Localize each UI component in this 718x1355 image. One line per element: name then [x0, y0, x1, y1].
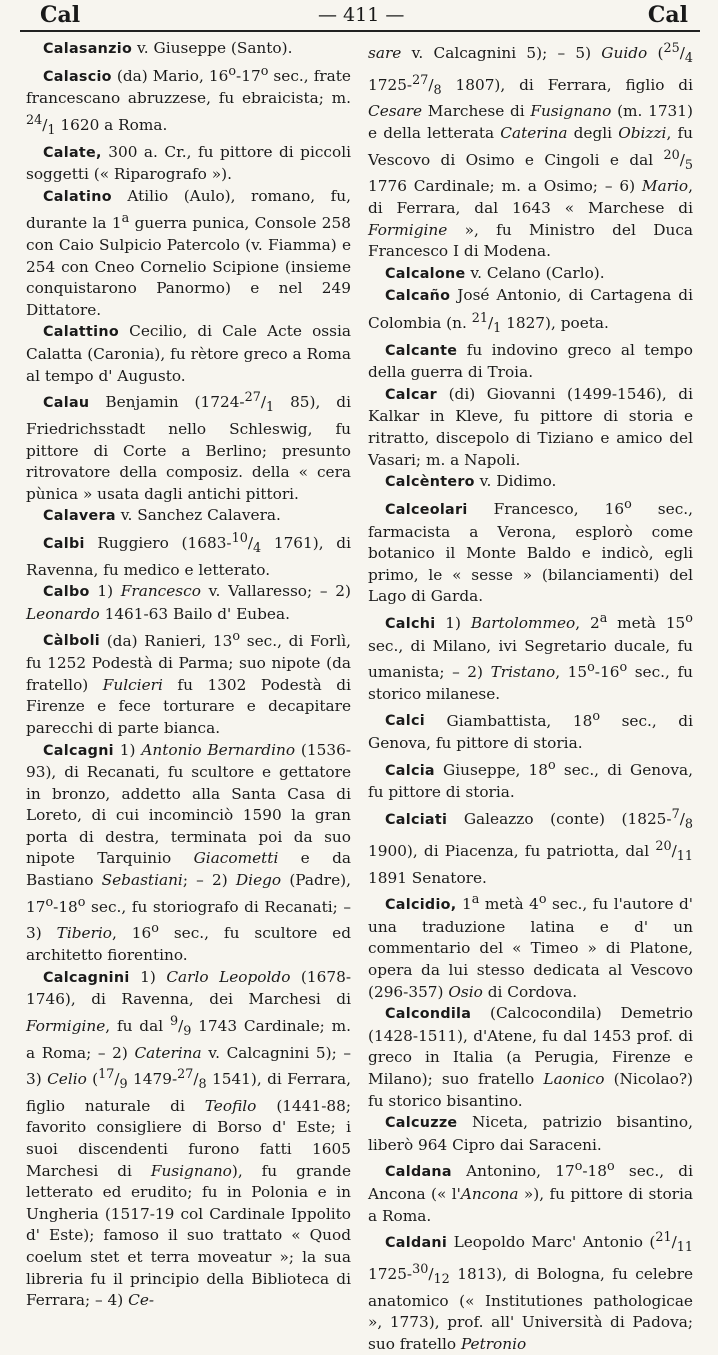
entry-headword: Calcidio,	[385, 897, 457, 914]
dictionary-entry	[26, 505, 351, 528]
dictionary-entry	[26, 581, 351, 625]
entry-headword: Calceolari	[385, 501, 468, 518]
entry-text: Cecilio, di Cale Acte ossia Calatta (Caronia), fu rètore greco a Roma al tempo d' Augusto.	[26, 322, 351, 385]
entry-headword: Calattino	[43, 324, 119, 341]
entry-headword: Calavera	[43, 508, 116, 525]
entry-text: Ruggiero ($1683-^{10}/_4$ 1761), di Ravenna, fu medico e letterato.	[26, 530, 351, 579]
entry-headword: Calchi	[385, 616, 436, 632]
entry-text: (da) Ranieri, 13$^o$ sec., di Forlì, fu 1252 Podestà di Parma; suo nipote (da fratello) Fulcieri fu 1302 Podestà di Firenze e fece torturare e decapitare parecchi di parte bianca.	[26, 628, 351, 737]
dictionary-entry	[26, 61, 351, 142]
dictionary-entry	[368, 471, 693, 494]
entry-text: fu indovino greco al tempo della guerra di Troia.	[368, 340, 693, 382]
entry-headword: Caldana	[385, 1164, 452, 1181]
dictionary-entry	[368, 705, 693, 754]
entry-text: v. Didimo.	[479, 472, 557, 491]
dictionary-entry	[368, 1156, 693, 1227]
entry-headword: Caldani	[385, 1235, 448, 1252]
dictionary-entry	[368, 384, 693, 471]
entry-headword: Calcante	[385, 342, 458, 359]
dictionary-entry	[368, 1112, 693, 1156]
entry-text: 1) Antonio Bernardino (1536-93), di Recanati, fu scultore e gettatore in bronzo, addetto alla Santa Casa di Loreto, di cui incominciò 1590 la gran porta di destra, terminata poi da suo nipote Tarquinio Giacometti e da Bastiano Sebastiani; – 2) Diego (Padre), 17$^o$-18$^o$ sec., fu storiografo di Recanati; – 3) Tiberio, 16$^o$ sec., fu scultore ed architetto fiorentino.	[26, 740, 351, 965]
dictionary-entry	[368, 804, 693, 889]
entry-headword: Calciati	[385, 812, 448, 829]
entry-text: Giambattista, 18$^o$ sec., di Genova, fu pittore di storia.	[368, 708, 693, 753]
right-column	[368, 38, 693, 1355]
dictionary-entry	[26, 967, 351, 1312]
entry-headword: Calcuzze	[385, 1115, 458, 1132]
entry-text: Giuseppe, 18$^o$ sec., di Genova, fu pittore di storia.	[368, 757, 693, 802]
entry-text: Atilio (Aulo), romano, fu, durante la 1$^a$ guerra punica, Console 258 con Caio Sulpicio Patercolo (v. Fiamma) e 254 con Cneo Cornelio Scipione (insieme conquistarono Panormo) e nel 249 Dittatore.	[26, 186, 351, 319]
header-rule	[20, 30, 700, 32]
entry-headword: Calatino	[43, 188, 112, 205]
entry-text: Benjamin ($1724-^{27}/_1$ 85), di Friedrichsstadt nello Schleswig, fu pittore di Corte a Berlino; presunto ritrovatore della composiz. della « cera pùnica » usata dagli antichi pittori.	[26, 390, 351, 503]
dictionary-entry	[26, 740, 351, 967]
dictionary-entry	[368, 285, 693, 339]
dictionary-entry	[368, 1003, 693, 1112]
entry-text: 1$^a$ metà 4$^o$ sec., fu l'autore d' una traduzione latina e d' un commentario del « Timeo » di Platone, opera da lui stesso dedicata al Vescovo (296-357) Osio di Cordova.	[368, 892, 693, 1001]
entry-text: 1) Francesco v. Vallaresso; – 2) Leonardo 1461-63 Bailo d' Eubea.	[26, 582, 351, 623]
entry-text: Antonino, 17$^o$-18$^o$ sec., di Ancona (« l'Ancona »), fu pittore di storia a Roma.	[368, 1159, 693, 1225]
dictionary-entry	[26, 38, 351, 61]
header-left-guideword: Cal	[40, 2, 81, 28]
dictionary-entry	[26, 625, 351, 739]
entry-text: v. Giuseppe (Santo).	[136, 39, 293, 57]
entry-text: v. Celano (Carlo).	[470, 263, 605, 282]
entry-headword: Calcagnini	[43, 969, 130, 986]
entry-text: Francesco, 16$^o$ sec., farmacista a Verona, esplorò come botanico il Monte Baldo e indicò, egli primo, le « sesse » (bilanciamenti) del Lago di Garda.	[368, 496, 693, 606]
entry-headword: Calcagni	[43, 742, 114, 759]
header-right-guideword: Cal	[647, 2, 688, 28]
left-column	[26, 38, 351, 1312]
entry-headword: Calcèntero	[385, 474, 475, 491]
entry-headword: Calcondila	[385, 1006, 472, 1023]
entry-headword: Càlboli	[43, 633, 100, 650]
entry-text: (da) Mario, 16$^o$-17$^o$ sec., frate francescano abruzzese, fu ebraicista; m. $^{24}/_1$ 1620 a Roma.	[26, 63, 351, 139]
entry-text: (di) Giovanni (1499-1546), di Kalkar in Kleve, fu pittore di storia e ritratto, discepolo di Tiziano e amico del Vasari; m. a Napoli.	[368, 384, 693, 469]
entry-text: 300 a. Cr., fu pittore di piccoli soggetti (« Riparografo »).	[26, 142, 351, 184]
page-header	[0, 0, 718, 30]
page-number: — 411 —	[318, 4, 405, 26]
dictionary-entry	[368, 889, 693, 1003]
dictionary-entry	[26, 528, 351, 581]
entry-text: 1) Carlo Leopoldo (1678-1746), di Ravenna, dei Marchesi di Formigine, fu dal $^9/_9$ 1743 Cardinale; m. a Roma; – 2) Caterina v. Calcagnini 5); – 3) Celio ($^{17}/_9$ $1479-^{27}/_8$ 1541), di Ferrara, figlio naturale di Teofilo (1441-88; favorito consigliere di Borso d' Este; i suoi discendenti furono fatti 1605 Marchesi di Fusignano), fu grande letterato ed erudito; fu in Polonia e in Ungheria (1517-19 col Cardinale Ippolito d' Este); famoso il suo trattato « Quod coelum stet et terra moveatur »; la sua libreria fu il principio della Biblioteca di Ferrara; – 4) Ce-	[26, 967, 351, 1310]
entry-headword: Calbo	[43, 584, 90, 601]
dictionary-entry	[368, 1227, 693, 1355]
entry-text: José Antonio, di Cartagena di Colombia (n. $^{21}/_1$ 1827), poeta.	[368, 286, 693, 337]
entry-text: v. Sanchez Calavera.	[120, 506, 281, 525]
entry-headword: Calau	[43, 395, 90, 412]
dictionary-entry	[368, 38, 693, 263]
dictionary-entry	[26, 142, 351, 186]
entry-text: Leopoldo Marc' Antonio ($^{21}/_{11}$ $1725-^{30}/_{12}$ 1813), di Bologna, fu celebre anatomico (« Institutiones pathologicae », 1773), prof. all' Università di Padova; suo fratello Petronio	[368, 1230, 693, 1353]
entry-headword: Calbi	[43, 536, 85, 553]
entry-headword: Calasanzio	[43, 41, 133, 57]
entry-headword: Calate,	[43, 144, 102, 161]
entry-text: sare v. Calcagnini 5); – 5) Guido ($^{25}/_4$ $1725-^{27}/_8$ 1807), di Ferrara, figlio di Cesare Marchese di Fusignano (m. 1731) e della letterata Caterina degli Obizzi, fu Vescovo di Osimo e Cingoli e dal $^{20}/_5$ 1776 Cardinale; m. a Osimo; – 6) Mario, di Ferrara, dal 1643 « Marchese di Formigine », fu Ministro del Duca Francesco I di Modena.	[368, 41, 693, 261]
dictionary-entry	[26, 321, 351, 387]
entry-headword: Calcaño	[385, 288, 451, 305]
entry-headword: Calci	[385, 713, 425, 730]
entry-headword: Calascio	[43, 68, 112, 85]
entry-text: (Calcocondila) Demetrio (1428-1511), d'Atene, fu dal 1453 prof. di greco in Italia (a Perugia, Firenze e Milano); suo fratello Laonico (Nicolao?) fu storico bisantino.	[368, 1004, 693, 1110]
entry-text: Niceta, patrizio bisantino, liberò 964 Cipro dai Saraceni.	[368, 1113, 693, 1154]
dictionary-entry	[368, 263, 693, 286]
dictionary-entry	[368, 608, 693, 706]
entry-text: 1) Bartolommeo, 2$^a$ metà 15$^o$ sec., di Milano, ivi Segretario ducale, fu umanista; – 2) Tristano, 15$^o$-16$^o$ sec., fu storico milanese.	[368, 610, 693, 703]
entry-headword: Calcalone	[385, 265, 466, 282]
dictionary-entry	[26, 387, 351, 505]
dictionary-entry	[26, 186, 351, 322]
entry-headword: Calcar	[385, 386, 438, 403]
dictionary-entry	[368, 755, 693, 804]
entry-text: Galeazzo (conte) ($1825-^7/_8$ 1900), di Piacenza, fu patriotta, dal $^{20}/_{11}$ 1891 Senatore.	[368, 807, 693, 887]
dictionary-entry	[368, 494, 693, 608]
entry-headword: Calcia	[385, 762, 435, 779]
dictionary-entry	[368, 340, 693, 384]
